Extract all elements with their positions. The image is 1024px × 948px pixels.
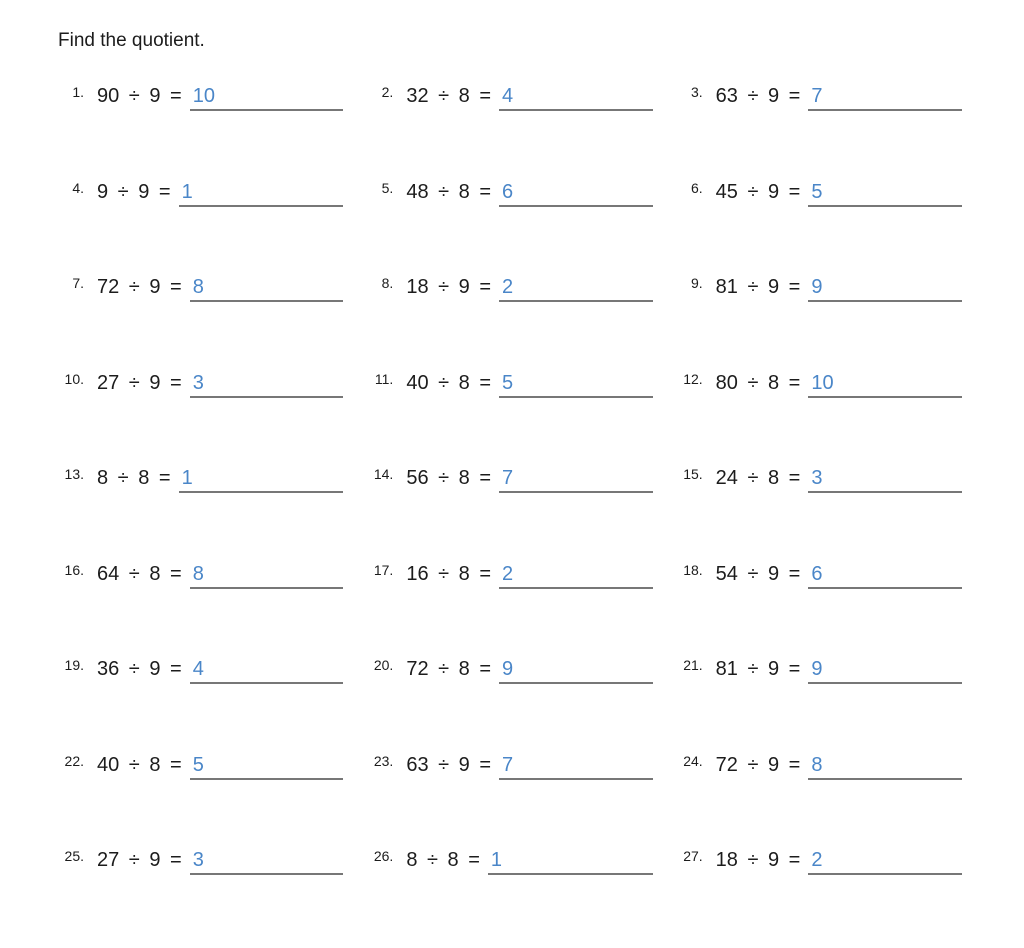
problem-expression: 54 ÷ 9 = xyxy=(715,562,801,585)
answer-value: 5 xyxy=(192,753,204,776)
answer-value: 1 xyxy=(181,180,193,203)
problem-number: 4. xyxy=(72,179,84,196)
problem-expression: 63 ÷ 9 = xyxy=(406,753,492,776)
answer-blank[interactable] xyxy=(499,372,653,398)
answer-value: 8 xyxy=(811,753,823,776)
answer-blank[interactable] xyxy=(808,754,962,780)
problem-row xyxy=(669,563,962,659)
answer-value: 9 xyxy=(502,658,514,680)
answer-blank[interactable] xyxy=(190,85,344,111)
problem-expression: 18 ÷ 9 = xyxy=(715,849,801,871)
problem-number: 12. xyxy=(683,370,703,387)
answer-value: 2 xyxy=(811,849,823,871)
problem-number: 25. xyxy=(64,848,84,864)
problem-row xyxy=(359,467,652,563)
answer-blank[interactable] xyxy=(499,754,653,780)
problem-number: 23. xyxy=(373,752,394,769)
problem-row xyxy=(359,658,652,754)
answer-value: 7 xyxy=(502,753,514,776)
problem-row xyxy=(669,849,962,945)
answer-value: 2 xyxy=(502,562,514,585)
answer-value: 8 xyxy=(192,276,204,298)
problem-expression: 32 ÷ 8 = xyxy=(406,85,492,107)
problem-number: 20. xyxy=(373,657,394,673)
problem-row xyxy=(50,276,343,372)
problem-expression: 36 ÷ 9 = xyxy=(97,658,182,680)
problem-row xyxy=(359,563,652,659)
problem-row xyxy=(669,85,962,181)
answer-blank[interactable] xyxy=(190,754,344,780)
problem-expression: 8 ÷ 8 = xyxy=(97,467,171,489)
problem-row xyxy=(50,85,343,181)
answer-value: 1 xyxy=(490,849,503,871)
problem-number: 3. xyxy=(690,84,703,100)
answer-blank[interactable] xyxy=(488,849,653,875)
problem-expression: 63 ÷ 9 = xyxy=(715,85,801,107)
answer-value: 7 xyxy=(502,467,514,489)
problem-number: 8. xyxy=(381,275,394,291)
problem-expression: 9 ÷ 9 = xyxy=(97,180,171,203)
problem-expression: 72 ÷ 9 = xyxy=(715,753,801,776)
problem-row xyxy=(359,849,652,945)
problem-number: 15. xyxy=(683,466,703,482)
answer-blank[interactable] xyxy=(499,85,653,111)
answer-value: 2 xyxy=(502,276,514,298)
problem-expression: 48 ÷ 8 = xyxy=(406,180,492,203)
worksheet-title: Find the quotient. xyxy=(58,30,205,51)
problem-row xyxy=(669,754,962,850)
problem-number: 24. xyxy=(683,752,703,769)
problem-row xyxy=(50,849,343,945)
problem-number: 13. xyxy=(64,466,84,482)
answer-blank[interactable] xyxy=(190,276,344,302)
problem-expression: 81 ÷ 9 = xyxy=(715,658,801,680)
problem-row xyxy=(50,467,343,563)
problem-expression: 8 ÷ 8 = xyxy=(406,849,480,871)
problem-number: 10. xyxy=(64,370,84,387)
problem-expression: 56 ÷ 8 = xyxy=(406,467,492,489)
answer-value: 5 xyxy=(502,371,514,394)
problem-row xyxy=(359,85,652,181)
problem-number: 1. xyxy=(72,84,84,100)
problem-number: 22. xyxy=(64,752,84,769)
answer-blank[interactable] xyxy=(808,467,962,493)
answer-value: 3 xyxy=(192,371,204,394)
problem-row xyxy=(50,658,343,754)
problem-row xyxy=(50,754,343,850)
problem-expression: 40 ÷ 8 = xyxy=(97,753,182,776)
problem-row xyxy=(669,181,962,277)
problem-expression: 18 ÷ 9 = xyxy=(406,276,492,298)
answer-value: 7 xyxy=(811,85,823,107)
problem-number: 16. xyxy=(64,561,84,578)
problem-row xyxy=(359,181,652,277)
problem-number: 27. xyxy=(683,848,703,864)
problem-number: 18. xyxy=(683,561,703,578)
answer-blank[interactable] xyxy=(179,467,344,493)
problem-number: 21. xyxy=(683,657,703,673)
answer-value: 10 xyxy=(192,85,215,107)
answer-blank[interactable] xyxy=(190,563,344,589)
answer-blank[interactable] xyxy=(190,849,344,875)
answer-blank[interactable] xyxy=(499,563,653,589)
problem-row xyxy=(50,372,343,468)
problems-grid xyxy=(50,85,962,945)
answer-value: 8 xyxy=(192,562,204,585)
problem-expression: 90 ÷ 9 = xyxy=(97,85,182,107)
problem-expression: 81 ÷ 9 = xyxy=(715,276,801,298)
problem-expression: 27 ÷ 9 = xyxy=(97,849,182,871)
answer-blank[interactable] xyxy=(499,658,653,684)
answer-blank[interactable] xyxy=(808,563,962,589)
answer-value: 6 xyxy=(502,180,514,203)
problem-expression: 40 ÷ 8 = xyxy=(406,371,492,394)
problem-row xyxy=(669,372,962,468)
answer-value: 6 xyxy=(811,562,823,585)
answer-value: 10 xyxy=(811,371,834,394)
problem-expression: 72 ÷ 8 = xyxy=(406,658,492,680)
answer-blank[interactable] xyxy=(499,467,653,493)
answer-blank[interactable] xyxy=(499,276,653,302)
problem-number: 17. xyxy=(373,561,394,578)
answer-blank[interactable] xyxy=(179,181,344,207)
problem-row xyxy=(359,754,652,850)
answer-blank[interactable] xyxy=(190,372,344,398)
problem-expression: 16 ÷ 8 = xyxy=(406,562,492,585)
answer-blank[interactable] xyxy=(808,372,962,398)
problem-expression: 64 ÷ 8 = xyxy=(97,562,182,585)
problem-number: 6. xyxy=(690,179,703,196)
problem-expression: 72 ÷ 9 = xyxy=(97,276,182,298)
answer-value: 1 xyxy=(181,467,193,489)
answer-value: 4 xyxy=(192,658,204,680)
answer-value: 9 xyxy=(811,276,823,298)
problem-number: 26. xyxy=(373,848,394,864)
answer-blank[interactable] xyxy=(808,181,962,207)
problem-row xyxy=(669,467,962,563)
answer-value: 9 xyxy=(811,658,823,680)
answer-blank[interactable] xyxy=(808,849,962,875)
problem-number: 7. xyxy=(72,275,84,291)
answer-value: 3 xyxy=(192,849,204,871)
problem-expression: 24 ÷ 8 = xyxy=(715,467,801,489)
answer-value: 3 xyxy=(811,467,823,489)
answer-blank[interactable] xyxy=(808,658,962,684)
answer-value: 4 xyxy=(502,85,514,107)
problem-row xyxy=(50,181,343,277)
problem-row xyxy=(50,563,343,659)
problem-row xyxy=(359,372,652,468)
answer-blank[interactable] xyxy=(499,181,653,207)
answer-blank[interactable] xyxy=(808,276,962,302)
problem-number: 11. xyxy=(374,370,394,387)
problem-row xyxy=(359,276,652,372)
problem-row xyxy=(669,658,962,754)
answer-blank[interactable] xyxy=(190,658,344,684)
problem-number: 19. xyxy=(64,657,84,673)
problem-expression: 80 ÷ 8 = xyxy=(715,371,801,394)
problem-number: 9. xyxy=(690,275,703,291)
problem-row xyxy=(669,276,962,372)
problem-expression: 45 ÷ 9 = xyxy=(715,180,801,203)
problem-number: 5. xyxy=(381,179,394,196)
problem-expression: 27 ÷ 9 = xyxy=(97,371,182,394)
answer-blank[interactable] xyxy=(808,85,962,111)
answer-value: 5 xyxy=(811,180,823,203)
problem-number: 14. xyxy=(373,466,394,482)
problem-number: 2. xyxy=(381,84,394,100)
